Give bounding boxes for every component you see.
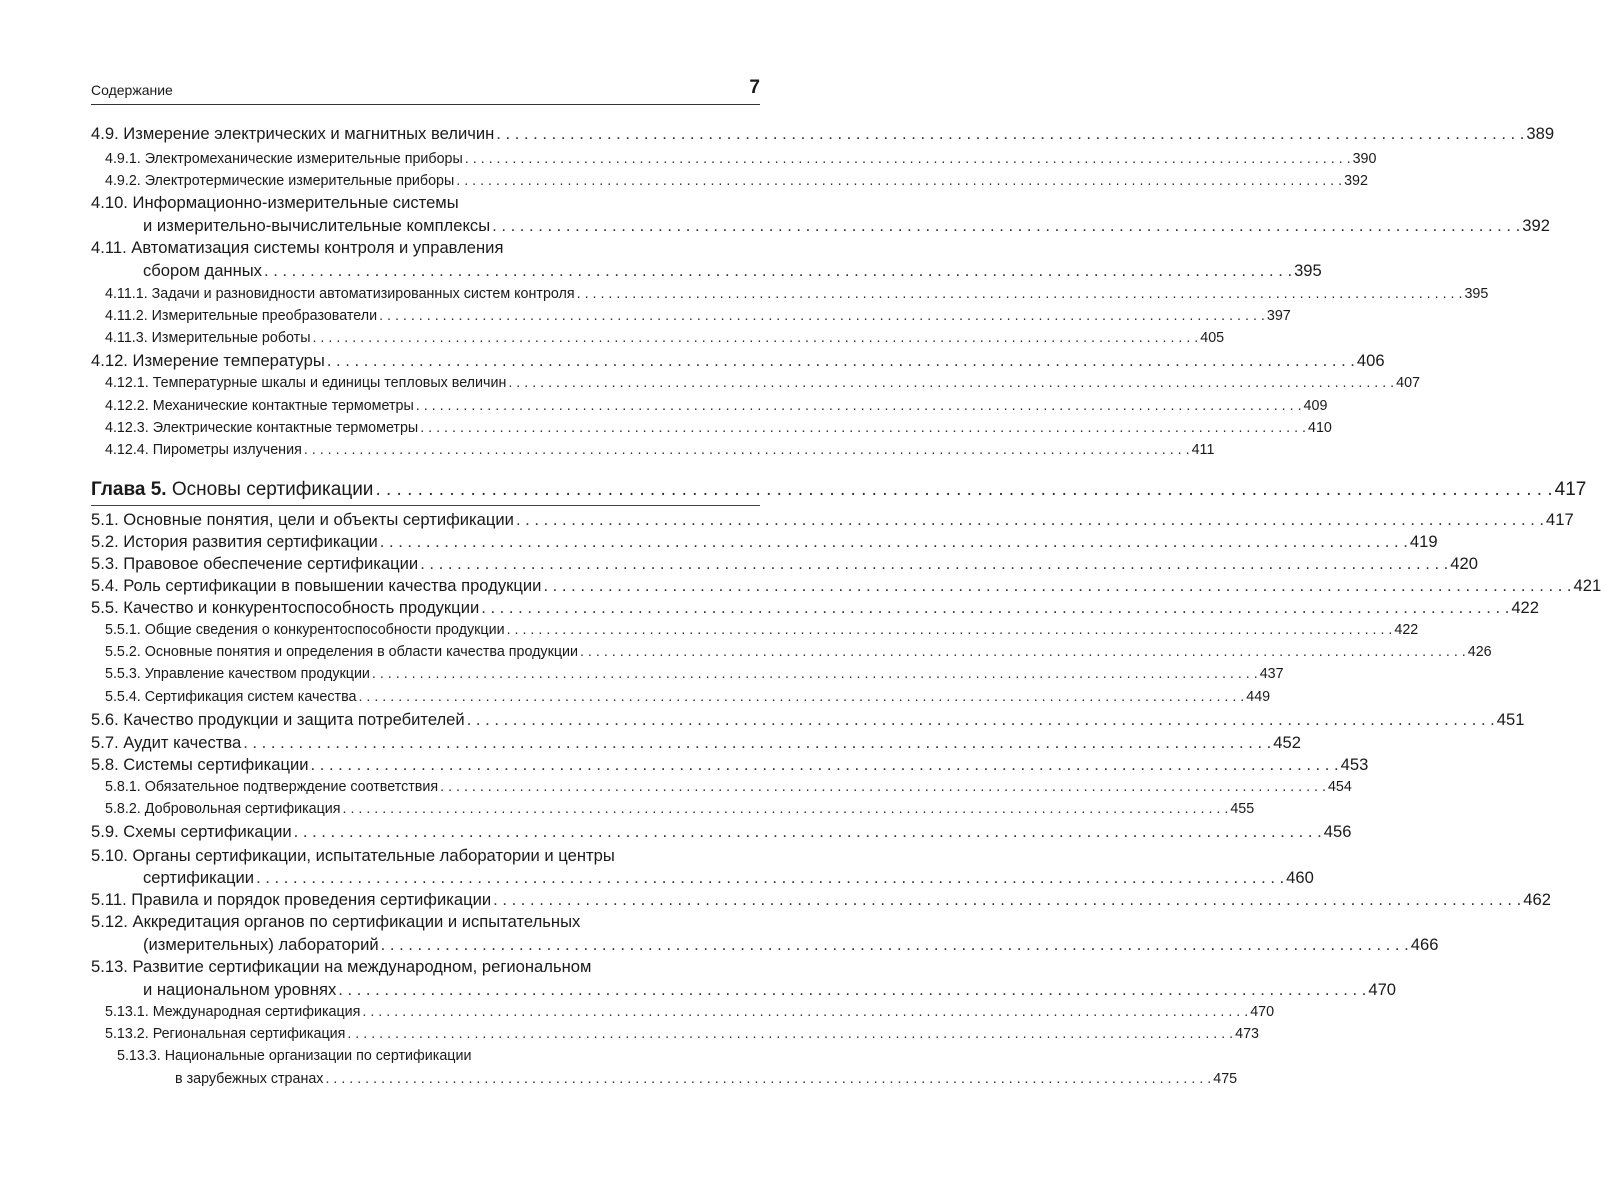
toc-entry-4-12[interactable]: 4.12. Измерение температуры . . . 406 (91, 351, 760, 371)
toc-entry-5-13-3-line1[interactable]: 5.13.3. Национальные организации по сертификации (117, 1048, 472, 1064)
toc-entry-5-8[interactable]: 5.8. Системы сертификации . . . 453 (91, 755, 760, 775)
toc-page-ref: 466 (1410, 935, 1439, 954)
toc-entry-5-12[interactable]: (измерительных) лабораторий . . . 466 (91, 935, 760, 955)
toc-page-ref: 422 (1394, 622, 1419, 638)
toc-entry-5-5[interactable]: 5.5. Качество и конкурентоспособность продукции . . . 422 (91, 598, 760, 618)
toc-entry-4-12-3[interactable]: 4.12.3. Электрические контактные термометры . . . 410 (91, 420, 760, 436)
toc-page-ref: 419 (1409, 532, 1438, 551)
toc-entry-5-5-4[interactable]: 5.5.4. Сертификация систем качества . . . 449 (91, 689, 760, 705)
toc-entry-5-10[interactable]: сертификации . . . 460 (91, 868, 760, 888)
toc-page-ref: 405 (1200, 330, 1225, 346)
toc-page-ref: 389 (1526, 124, 1555, 143)
chapter-divider (91, 505, 760, 506)
chapter-label: Глава 5. (91, 479, 167, 500)
toc-page-ref: 395 (1464, 286, 1489, 302)
toc-page-ref: 452 (1273, 733, 1301, 752)
toc-page-ref: 470 (1368, 980, 1397, 999)
toc-page-ref: 409 (1303, 398, 1328, 414)
toc-entry-5-7[interactable]: 5.7. Аудит качества . . . 452 (91, 733, 760, 753)
toc-page-ref: 407 (1396, 375, 1421, 391)
toc-entry-5-5-3[interactable]: 5.5.3. Управление качеством продукции . . . 437 (91, 666, 760, 682)
toc-entry-5-6[interactable]: 5.6. Качество продукции и защита потребителей . . . 451 (91, 710, 760, 730)
toc-entry-4-11-1[interactable]: 4.11.1. Задачи и разновидности автоматизированных систем контроля . . . 395 (91, 286, 760, 302)
toc-page-ref: 417 (1554, 479, 1587, 500)
toc-page-ref: 426 (1467, 644, 1492, 660)
toc-entry-5-10-line1[interactable]: 5.10. Органы сертификации, испытательные лаборатории и центры (91, 846, 615, 865)
toc-page-ref: 392 (1344, 173, 1368, 189)
toc-page-ref: 417 (1546, 510, 1574, 529)
toc-entry-5-2[interactable]: 5.2. История развития сертификации . . . 419 (91, 532, 760, 552)
running-head: Содержание (91, 82, 173, 98)
toc-entry-5-13-line1[interactable]: 5.13. Развитие сертификации на международном, региональном (91, 957, 592, 976)
toc-entry-5-8-2[interactable]: 5.8.2. Добровольная сертификация . . . 455 (91, 801, 760, 817)
page-header (91, 78, 760, 105)
toc-entry-5-3[interactable]: 5.3. Правовое обеспечение сертификации . . . 420 (91, 554, 760, 574)
toc-page-ref: 437 (1259, 666, 1284, 682)
toc-entry-4-9[interactable]: 4.9. Измерение электрических и магнитных величин . . . 389 (91, 124, 760, 144)
toc-entry-4-11[interactable]: сбором данных . . . 395 (91, 261, 760, 281)
toc-page-ref: 473 (1235, 1026, 1260, 1042)
toc-page-ref: 406 (1356, 351, 1385, 370)
toc-page-ref: 454 (1327, 779, 1352, 795)
toc-entry-4-9-1[interactable]: 4.9.1. Электромеханические измерительные приборы . . . 390 (91, 151, 760, 167)
toc-chapter-5[interactable] (91, 479, 1587, 501)
toc-entry-4-10-line1[interactable]: 4.10. Информационно-измерительные системы (91, 193, 459, 212)
toc-entry-4-11-2[interactable]: 4.11.2. Измерительные преобразователи . . . 397 (91, 308, 760, 324)
toc-page-ref: 475 (1213, 1071, 1238, 1087)
toc-page-ref: 460 (1286, 868, 1314, 887)
toc-entry-4-10[interactable]: и измерительно-вычислительные комплексы . . . 392 (91, 216, 760, 236)
toc-page-ref: 451 (1496, 710, 1525, 729)
toc-page-ref: 455 (1230, 801, 1255, 817)
toc-entry-4-12-2[interactable]: 4.12.2. Механические контактные термометры . . . 409 (91, 398, 760, 414)
toc-page-ref: 395 (1294, 261, 1322, 280)
toc-entry-5-8-1[interactable]: 5.8.1. Обязательное подтверждение соответствия . . . 454 (91, 779, 760, 795)
toc-page (91, 0, 1601, 1200)
toc-entry-5-13-2[interactable]: 5.13.2. Региональная сертификация . . . 473 (91, 1026, 760, 1042)
toc-page-ref: 390 (1352, 151, 1377, 167)
toc-entry-5-11[interactable]: 5.11. Правила и порядок проведения сертификации . . . 462 (91, 890, 760, 910)
toc-entry-4-12-4[interactable]: 4.12.4. Пирометры излучения . . . 411 (91, 442, 760, 458)
toc-page-ref: 421 (1573, 576, 1601, 595)
toc-entry-5-5-1[interactable]: 5.5.1. Общие сведения о конкурентоспособности продукции . . . 422 (91, 622, 760, 638)
toc-entry-5-13[interactable]: и национальном уровнях . . . 470 (91, 980, 760, 1000)
toc-entry-4-9-2[interactable]: 4.9.2. Электротермические измерительные приборы . . . 392 (91, 173, 760, 189)
toc-page-ref: 453 (1340, 755, 1369, 774)
page-number: 7 (749, 77, 760, 98)
toc-entry-5-1[interactable]: 5.1. Основные понятия, цели и объекты сертификации . . . 417 (91, 510, 760, 530)
toc-page-ref: 462 (1523, 890, 1551, 909)
toc-entry-5-9[interactable]: 5.9. Схемы сертификации . . . 456 (91, 822, 760, 842)
toc-page-ref: 411 (1191, 442, 1215, 458)
toc-page-ref: 470 (1250, 1004, 1275, 1020)
toc-page-ref: 449 (1246, 689, 1271, 705)
toc-entry-4-11-3[interactable]: 4.11.3. Измерительные роботы . . . 405 (91, 330, 760, 346)
toc-entry-5-4[interactable]: 5.4. Роль сертификации в повышении качества продукции . . . 421 (91, 576, 760, 596)
toc-page-ref: 456 (1323, 822, 1352, 841)
toc-entry-5-5-2[interactable]: 5.5.2. Основные понятия и определения в области качества продукции . . . 426 (91, 644, 760, 660)
toc-entry-5-13-1[interactable]: 5.13.1. Международная сертификация . . . 470 (91, 1004, 760, 1020)
toc-entry-4-12-1[interactable]: 4.12.1. Температурные шкалы и единицы тепловых величин . . . 407 (91, 375, 760, 391)
toc-page-ref: 420 (1450, 554, 1478, 573)
chapter-title: Основы сертификации (171, 479, 374, 500)
toc-entry-5-13-3[interactable]: в зарубежных странах . . . 475 (91, 1071, 760, 1087)
toc-page-ref: 397 (1266, 308, 1291, 324)
toc-page-ref: 392 (1522, 216, 1550, 235)
toc-entry-4-11-line1[interactable]: 4.11. Автоматизация системы контроля и управления (91, 238, 504, 257)
toc-page-ref: 410 (1308, 420, 1332, 436)
toc-page-ref: 422 (1511, 598, 1540, 617)
toc-entry-5-12-line1[interactable]: 5.12. Аккредитация органов по сертификации и испытательных (91, 912, 581, 931)
